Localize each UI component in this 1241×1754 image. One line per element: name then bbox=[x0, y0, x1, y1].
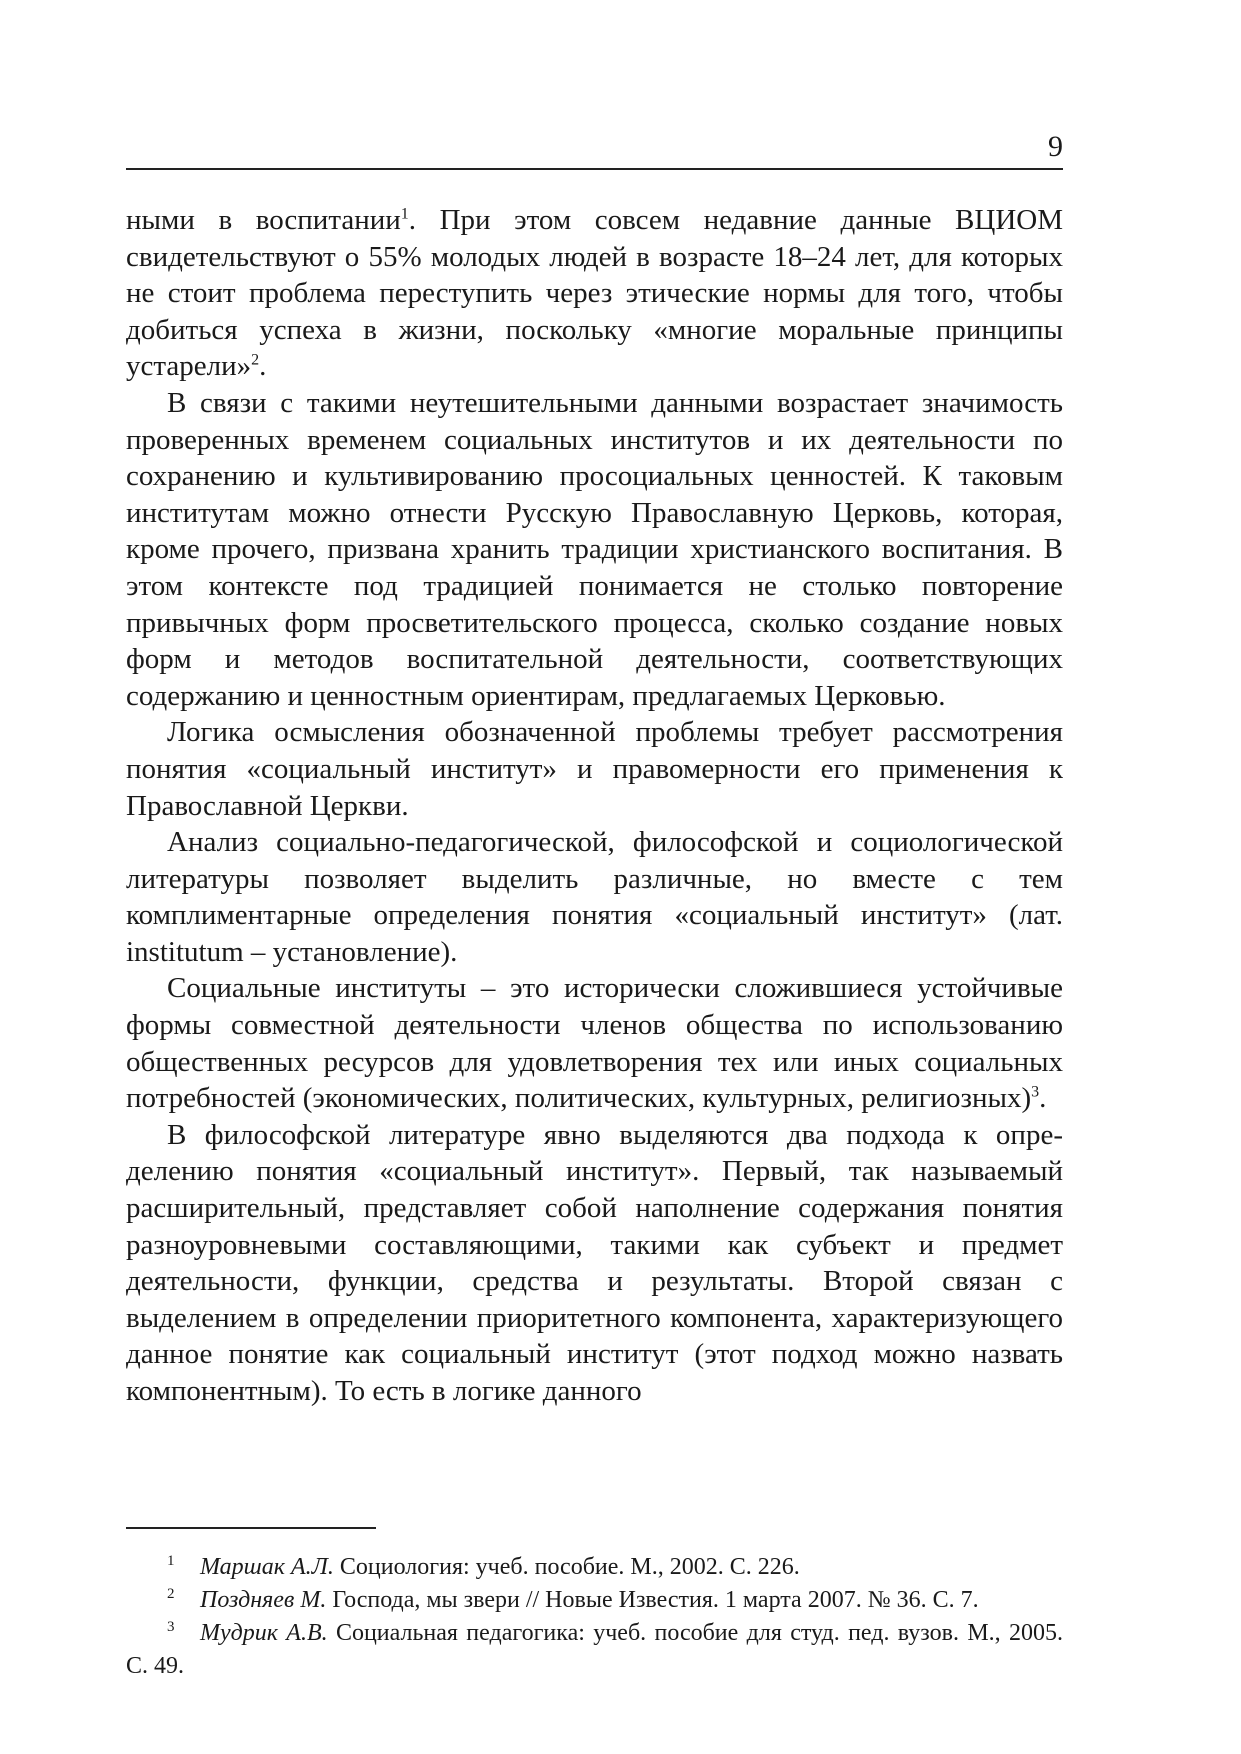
paragraph-6: В философской литературе явно выделяются два подхода к определению понятия «социальный институт». Первый, так называемый расширительный, представляет собой наполнение содержания понятия разноуровневыми составляющими, такими как субъект и предмет деятельности, функции, средства и результаты. Второй связан с выделением в определении приоритетного компонента, характеризующего данное понятие как социальный институт (этот подход можно назвать компонентным). То есть в логике данного bbox=[126, 1118, 1063, 1407]
paragraph-5-text-a: Социальные институты – это исторически сложившиеся устойчивые формы совместной деятельности членов общества по использованию общественных ресурсов для удовлетворения тех или иных социальных потребностей (экономических, политических, культурных, религиозных) bbox=[126, 972, 1063, 1115]
footnote-1: 1 Маршак А.Л. Социология: учеб. пособие. М., 2002. С. 226. bbox=[167, 1553, 800, 1580]
paragraph-1-text-b: . При этом совсем недавние данные ВЦИОМ свидетельствуют о 55% молодых людей в возрасте 18–24 лет, для которых не стоит проблема переступить через этические нормы для того, чтобы добиться успеха в жизни, поскольку «многие моральные принципы устарели» bbox=[126, 204, 1064, 383]
footnote-2-text: Господа, мы звери // Новые Известия. 1 марта 2007. № 36. С. 7. bbox=[326, 1587, 979, 1613]
paragraph-1-text-a: ными в воспитании bbox=[126, 204, 401, 236]
footnote-2: 2 Поздняев М. Господа, мы звери // Новые Известия. 1 марта 2007. № 36. С. 7. bbox=[167, 1586, 979, 1613]
footnote-ref-1: 1 bbox=[400, 205, 409, 223]
footnotes bbox=[126, 1551, 1063, 1683]
paragraph-3: Логика осмысления обозначенной проблемы требует рассмотрения понятия «социальный институт» и правомерности его применения к Православной Церкви. bbox=[126, 716, 1063, 822]
page-number: 9 bbox=[1048, 130, 1063, 163]
footnote-rule bbox=[126, 1527, 376, 1529]
header-rule bbox=[126, 168, 1063, 170]
paragraph-5-text-b: . bbox=[1039, 1082, 1047, 1115]
footnote-2-author: Поздняев М. bbox=[200, 1587, 327, 1613]
footnote-1-author: Маршак А.Л. bbox=[200, 1554, 334, 1580]
footnote-ref-2: 2 bbox=[251, 351, 260, 369]
paragraph-1-text-c: . bbox=[259, 350, 267, 383]
paragraph-1 bbox=[126, 202, 1063, 385]
paragraph-4: Анализ социально-педагогической, философской и социологической литературы позволяет выделить различные, но вместе с тем комплиментарные определения понятия «социальный институт» (лат. institutum – установление). bbox=[126, 826, 1063, 968]
paragraph-5 bbox=[126, 970, 1063, 1116]
body-text bbox=[126, 202, 1063, 1410]
paragraph-2: В связи с такими неутешительными данными возрастает значимость проверенных временем социальных институтов и их деятельности по сохранению и культивированию просоциальных ценностей. К таковым институтам можно отнести Русскую Православную Церковь, которая, кроме прочего, призвана хранить традиции христианского воспитания. В этом контексте под традицией понимается не столько повторение привычных форм просветительского процесса, сколько создание новых форм и методов воспитательной деятельности, соответствующих содержанию и ценностным ориентирам, предлагаемых Церковью. bbox=[126, 386, 1063, 712]
footnote-1-text: Социология: учеб. пособие. М., 2002. С. 226. bbox=[333, 1554, 800, 1580]
footnote-ref-3: 3 bbox=[1031, 1083, 1040, 1101]
footnote-3: 3 Мудрик А.В. Социальная педагогика: учеб. пособие для студ. пед. вузов. М., 2005. С. 49. bbox=[126, 1619, 1063, 1679]
footnote-3-text: Социальная педагогика: учеб. пособие для студ. пед. вузов. М., 2005. С. 49. bbox=[126, 1620, 1063, 1679]
footnote-3-author: Мудрик А.В. bbox=[200, 1620, 328, 1646]
